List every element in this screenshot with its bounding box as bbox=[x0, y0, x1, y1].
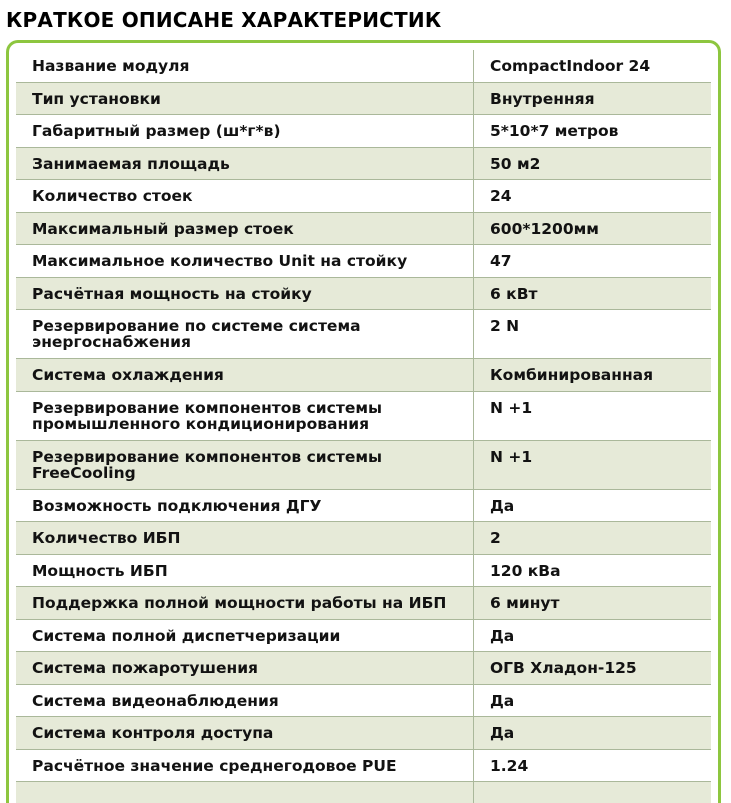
row-value: 50 м2 bbox=[473, 148, 711, 180]
row-label: Мощность ИБП bbox=[32, 561, 168, 580]
row-value: 24 bbox=[473, 180, 711, 212]
row-label: Габаритный размер (ш*г*в) bbox=[32, 122, 281, 140]
row-value bbox=[473, 782, 711, 803]
row-label: Расчётное значение среднегодовое PUE bbox=[32, 756, 397, 775]
row-value: 6 минут bbox=[473, 587, 711, 619]
row-value: Да bbox=[473, 620, 711, 652]
row-label: Резервирование компонентов системы FreeCooling bbox=[32, 447, 383, 482]
row-value: 2 N bbox=[473, 310, 711, 358]
table-row bbox=[16, 245, 711, 278]
row-label: Максимальный размер стоек bbox=[32, 219, 294, 238]
table-row bbox=[16, 213, 711, 246]
table-row bbox=[16, 50, 711, 83]
row-value: ОГВ Хладон-125 bbox=[473, 652, 711, 684]
row-label: Тип установки bbox=[32, 89, 161, 108]
row-label bbox=[16, 782, 473, 803]
table-row bbox=[16, 652, 711, 685]
row-label: Поддержка полной мощности работы на ИБП bbox=[32, 594, 447, 612]
row-value: Внутренняя bbox=[473, 83, 711, 115]
page-title: КРАТКОЕ ОПИСАНЕ ХАРАКТЕРИСТИК bbox=[6, 8, 442, 32]
table-row bbox=[16, 522, 711, 555]
row-label: Резервирование по системе система энергоснабжения bbox=[32, 317, 361, 351]
table-row bbox=[16, 555, 711, 588]
table-row bbox=[16, 587, 711, 620]
row-label: Система видеонаблюдения bbox=[32, 691, 279, 710]
row-label: Название модуля bbox=[32, 57, 190, 75]
table-row bbox=[16, 685, 711, 718]
row-label: Система полной диспетчеризации bbox=[32, 626, 341, 645]
row-value: N +1 bbox=[473, 441, 711, 489]
table-row bbox=[16, 441, 711, 490]
row-value: Да bbox=[473, 717, 711, 749]
row-value: 2 bbox=[473, 522, 711, 554]
table-row bbox=[16, 148, 711, 181]
row-value: Комбинированная bbox=[473, 359, 711, 391]
table-row bbox=[16, 392, 711, 441]
row-value: N +1 bbox=[473, 392, 711, 440]
row-label: Система контроля доступа bbox=[32, 724, 274, 742]
table-row bbox=[16, 490, 711, 523]
table-row bbox=[16, 717, 711, 750]
table-row bbox=[16, 115, 711, 148]
table-row bbox=[16, 278, 711, 311]
row-value: 600*1200мм bbox=[473, 213, 711, 245]
table-row bbox=[16, 359, 711, 392]
table-row bbox=[16, 180, 711, 213]
specs-table-frame bbox=[6, 40, 721, 803]
row-label: Количество стоек bbox=[32, 187, 193, 205]
row-label: Резервирование компонентов системы промышленного кондиционирования bbox=[32, 398, 383, 433]
row-label: Расчётная мощность на стойку bbox=[32, 284, 312, 303]
row-label: Максимальное количество Unit на стойку bbox=[32, 252, 408, 270]
row-value: Да bbox=[473, 490, 711, 522]
row-value: CompactIndoor 24 bbox=[473, 50, 711, 82]
row-label: Система пожаротушения bbox=[32, 659, 259, 677]
row-label: Количество ИБП bbox=[32, 529, 181, 547]
table-row bbox=[16, 620, 711, 653]
row-label: Занимаемая площадь bbox=[32, 154, 230, 173]
table-row-partial bbox=[16, 782, 711, 803]
specs-table bbox=[16, 50, 711, 803]
table-row bbox=[16, 310, 711, 359]
row-value: 120 кВа bbox=[473, 555, 711, 587]
row-label: Система охлаждения bbox=[32, 366, 224, 384]
row-value: 47 bbox=[473, 245, 711, 277]
table-row bbox=[16, 83, 711, 116]
table-row bbox=[16, 750, 711, 783]
row-value: Да bbox=[473, 685, 711, 717]
row-value: 5*10*7 метров bbox=[473, 115, 711, 147]
row-value: 1.24 bbox=[473, 750, 711, 782]
row-value: 6 кВт bbox=[473, 278, 711, 310]
row-label: Возможность подключения ДГУ bbox=[32, 496, 322, 515]
